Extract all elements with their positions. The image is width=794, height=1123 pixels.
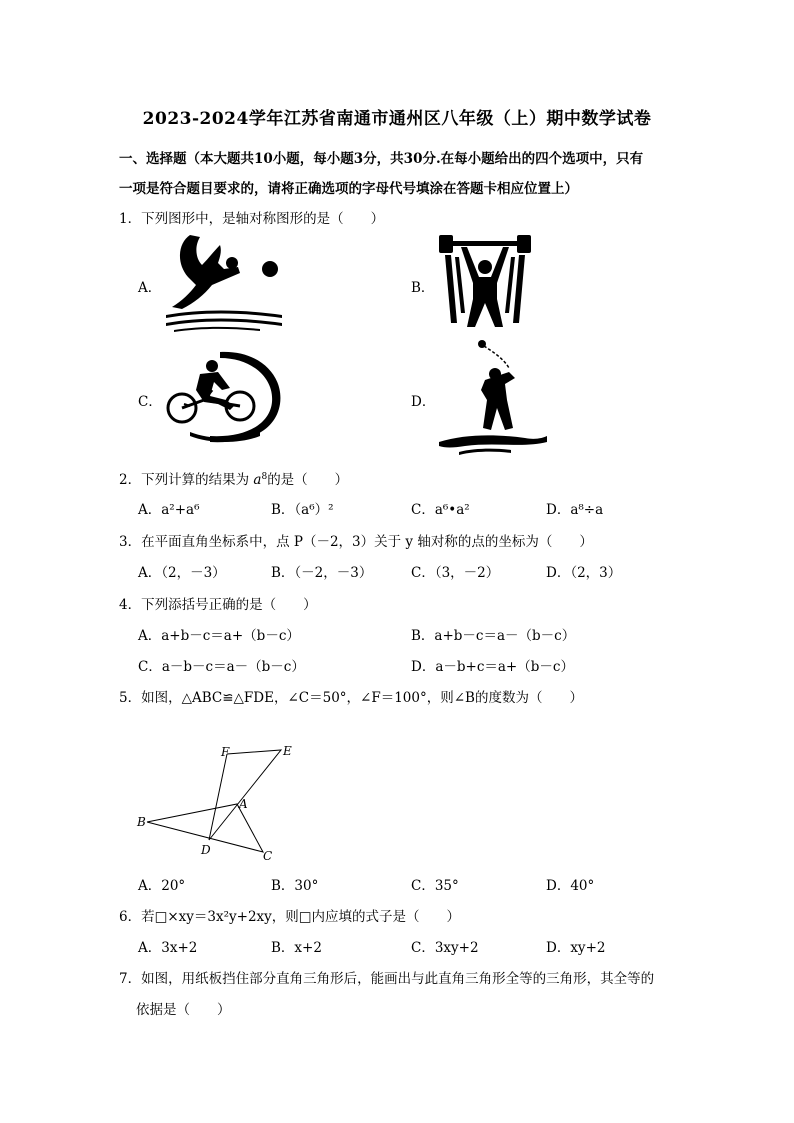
volleyball-player-icon bbox=[160, 233, 285, 333]
section-heading-line2: 一项是符合题目要求的，请将正确选项的字母代号填涂在答题卡相应位置上） bbox=[119, 181, 578, 197]
q4-option-b: B．a+b－c＝a－（b－c） bbox=[411, 628, 576, 644]
q3-option-d: D．（2，3） bbox=[546, 565, 622, 581]
cyclist-icon bbox=[160, 346, 285, 448]
label-b: B bbox=[137, 815, 146, 829]
q2-stem bbox=[119, 468, 348, 488]
q3-option-a: A．（2，－3） bbox=[138, 565, 226, 581]
label-e: E bbox=[283, 744, 292, 758]
q6-stem: 6．若□×xy＝3x²y+2xy，则□内应填的式子是（ ） bbox=[119, 909, 461, 925]
q4-option-d: D．a－b+c＝a+（b－c） bbox=[411, 659, 574, 675]
hammer-thrower-icon bbox=[435, 338, 547, 456]
q5-option-a: A．20° bbox=[138, 878, 186, 894]
q7-stem-line1: 7．如图，用纸板挡住部分直角三角形后，能画出与此直角三角形全等的三角形，其全等的 bbox=[119, 971, 655, 987]
q2-stem-exp: 8 bbox=[261, 472, 268, 482]
q6-option-c: C．3xy+2 bbox=[411, 940, 479, 956]
q2-stem-base: a bbox=[253, 472, 262, 488]
q1-stem: 1．下列图形中，是轴对称图形的是（ ） bbox=[119, 211, 385, 227]
triangle-figure bbox=[135, 738, 305, 866]
q2-option-b: B．（a⁶）² bbox=[271, 502, 334, 518]
q1-option-a-label: A． bbox=[138, 280, 162, 296]
label-d: D bbox=[201, 843, 211, 857]
q1-option-c-label: C． bbox=[138, 394, 162, 410]
q5-option-b: B．30° bbox=[271, 878, 319, 894]
q7-stem-line2: 依据是（ ） bbox=[136, 1002, 231, 1018]
q2-stem-post: 的是（ ） bbox=[267, 472, 349, 488]
q5-option-d: D．40° bbox=[546, 878, 595, 894]
q1-option-b-label: B． bbox=[411, 280, 435, 296]
q4-stem: 4．下列添括号正确的是（ ） bbox=[119, 597, 317, 613]
q2-option-c: C．a⁶•a² bbox=[411, 502, 470, 518]
q6-option-b: B．x+2 bbox=[271, 940, 322, 956]
q4-option-a: A．a+b－c＝a+（b－c） bbox=[138, 628, 300, 644]
page-title: 2023-2024学年江苏省南通市通州区八年级（上）期中数学试卷 bbox=[142, 109, 652, 129]
q6-option-a: A．3x+2 bbox=[138, 940, 198, 956]
label-f: F bbox=[221, 745, 230, 759]
q2-option-d: D．a⁸÷a bbox=[546, 502, 604, 518]
q5-stem: 5．如图，△ABC≌△FDE，∠C＝50°，∠F＝100°，则∠B的度数为（ ） bbox=[119, 690, 583, 706]
section-heading-line1: 一、选择题（本大题共10小题，每小题3分，共30分.在每小题给出的四个选项中，只有 bbox=[119, 151, 644, 167]
q5-option-c: C．35° bbox=[411, 878, 459, 894]
q3-option-b: B．（－2，－3） bbox=[271, 565, 373, 581]
label-a: A bbox=[239, 797, 248, 811]
q3-stem: 3．在平面直角坐标系中，点 P（－2，3）关于 y 轴对称的点的坐标为（ ） bbox=[119, 534, 593, 550]
q2-option-a: A．a²+a⁶ bbox=[138, 502, 200, 518]
q1-option-d-label: D． bbox=[411, 394, 436, 410]
q6-option-d: D．xy+2 bbox=[546, 940, 606, 956]
q2-stem-pre: 2．下列计算的结果为 bbox=[119, 472, 254, 488]
q4-option-c: C．a－b－c＝a－（b－c） bbox=[138, 659, 305, 675]
label-c: C bbox=[263, 849, 273, 863]
weightlifter-icon bbox=[435, 233, 535, 331]
q3-option-c: C．（3，－2） bbox=[411, 565, 500, 581]
